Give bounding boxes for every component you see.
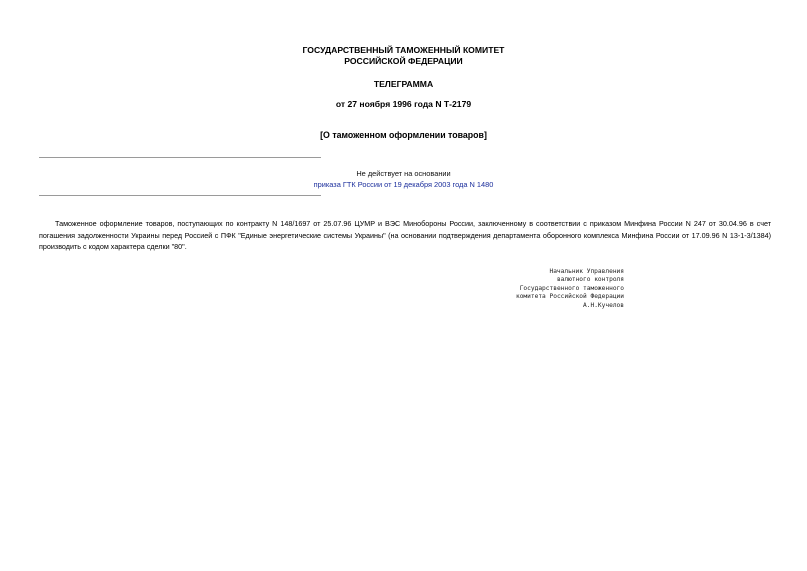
signature-line-agency: Государственного таможенного	[519, 284, 624, 292]
document-subject: [О таможенном оформлении товаров]	[320, 130, 487, 140]
divider-bottom	[39, 195, 321, 196]
repeal-order-link[interactable]: приказа ГТК России от 19 декабря 2003 года N 1480	[313, 180, 494, 189]
status-link-container	[0, 180, 807, 190]
signature-line-name: А.Н.Кучелов	[583, 301, 624, 309]
signature-line-federation: комитета Российской Федерации	[515, 293, 624, 301]
signature-block	[470, 268, 624, 310]
body-paragraph: Таможенное оформление товаров, поступающих по контракту N 148/1697 от 25.07.96 ЦУМР и ВЭС Минобороны России, заключенному в соответствии с приказом Минфина России N 247 от 30.04.96 в счет погашения задолженности Украины перед Россией с ПФК "Единые энергетические системы Украины" (на основании подтверждения департамента оборонного комплекса Минфина России от 17.09.96 N 13-1-3/1384) производить с кодом характера сделки "80".	[39, 219, 771, 252]
divider-top	[39, 157, 321, 158]
document-type: ТЕЛЕГРАММА	[373, 79, 434, 89]
agency-name-line-2: РОССИЙСКОЙ ФЕДЕРАЦИИ	[344, 56, 463, 66]
agency-name-line-1: ГОСУДАРСТВЕННЫЙ ТАМОЖЕННЫЙ КОМИТЕТ	[302, 45, 505, 55]
signature-line-position: Начальник Управления	[549, 268, 624, 275]
status-note: Не действует на основании	[356, 169, 451, 178]
signature-line-department: валютного контроля	[556, 276, 624, 284]
document-date: от 27 ноября 1996 года N Т-2179	[335, 99, 472, 109]
